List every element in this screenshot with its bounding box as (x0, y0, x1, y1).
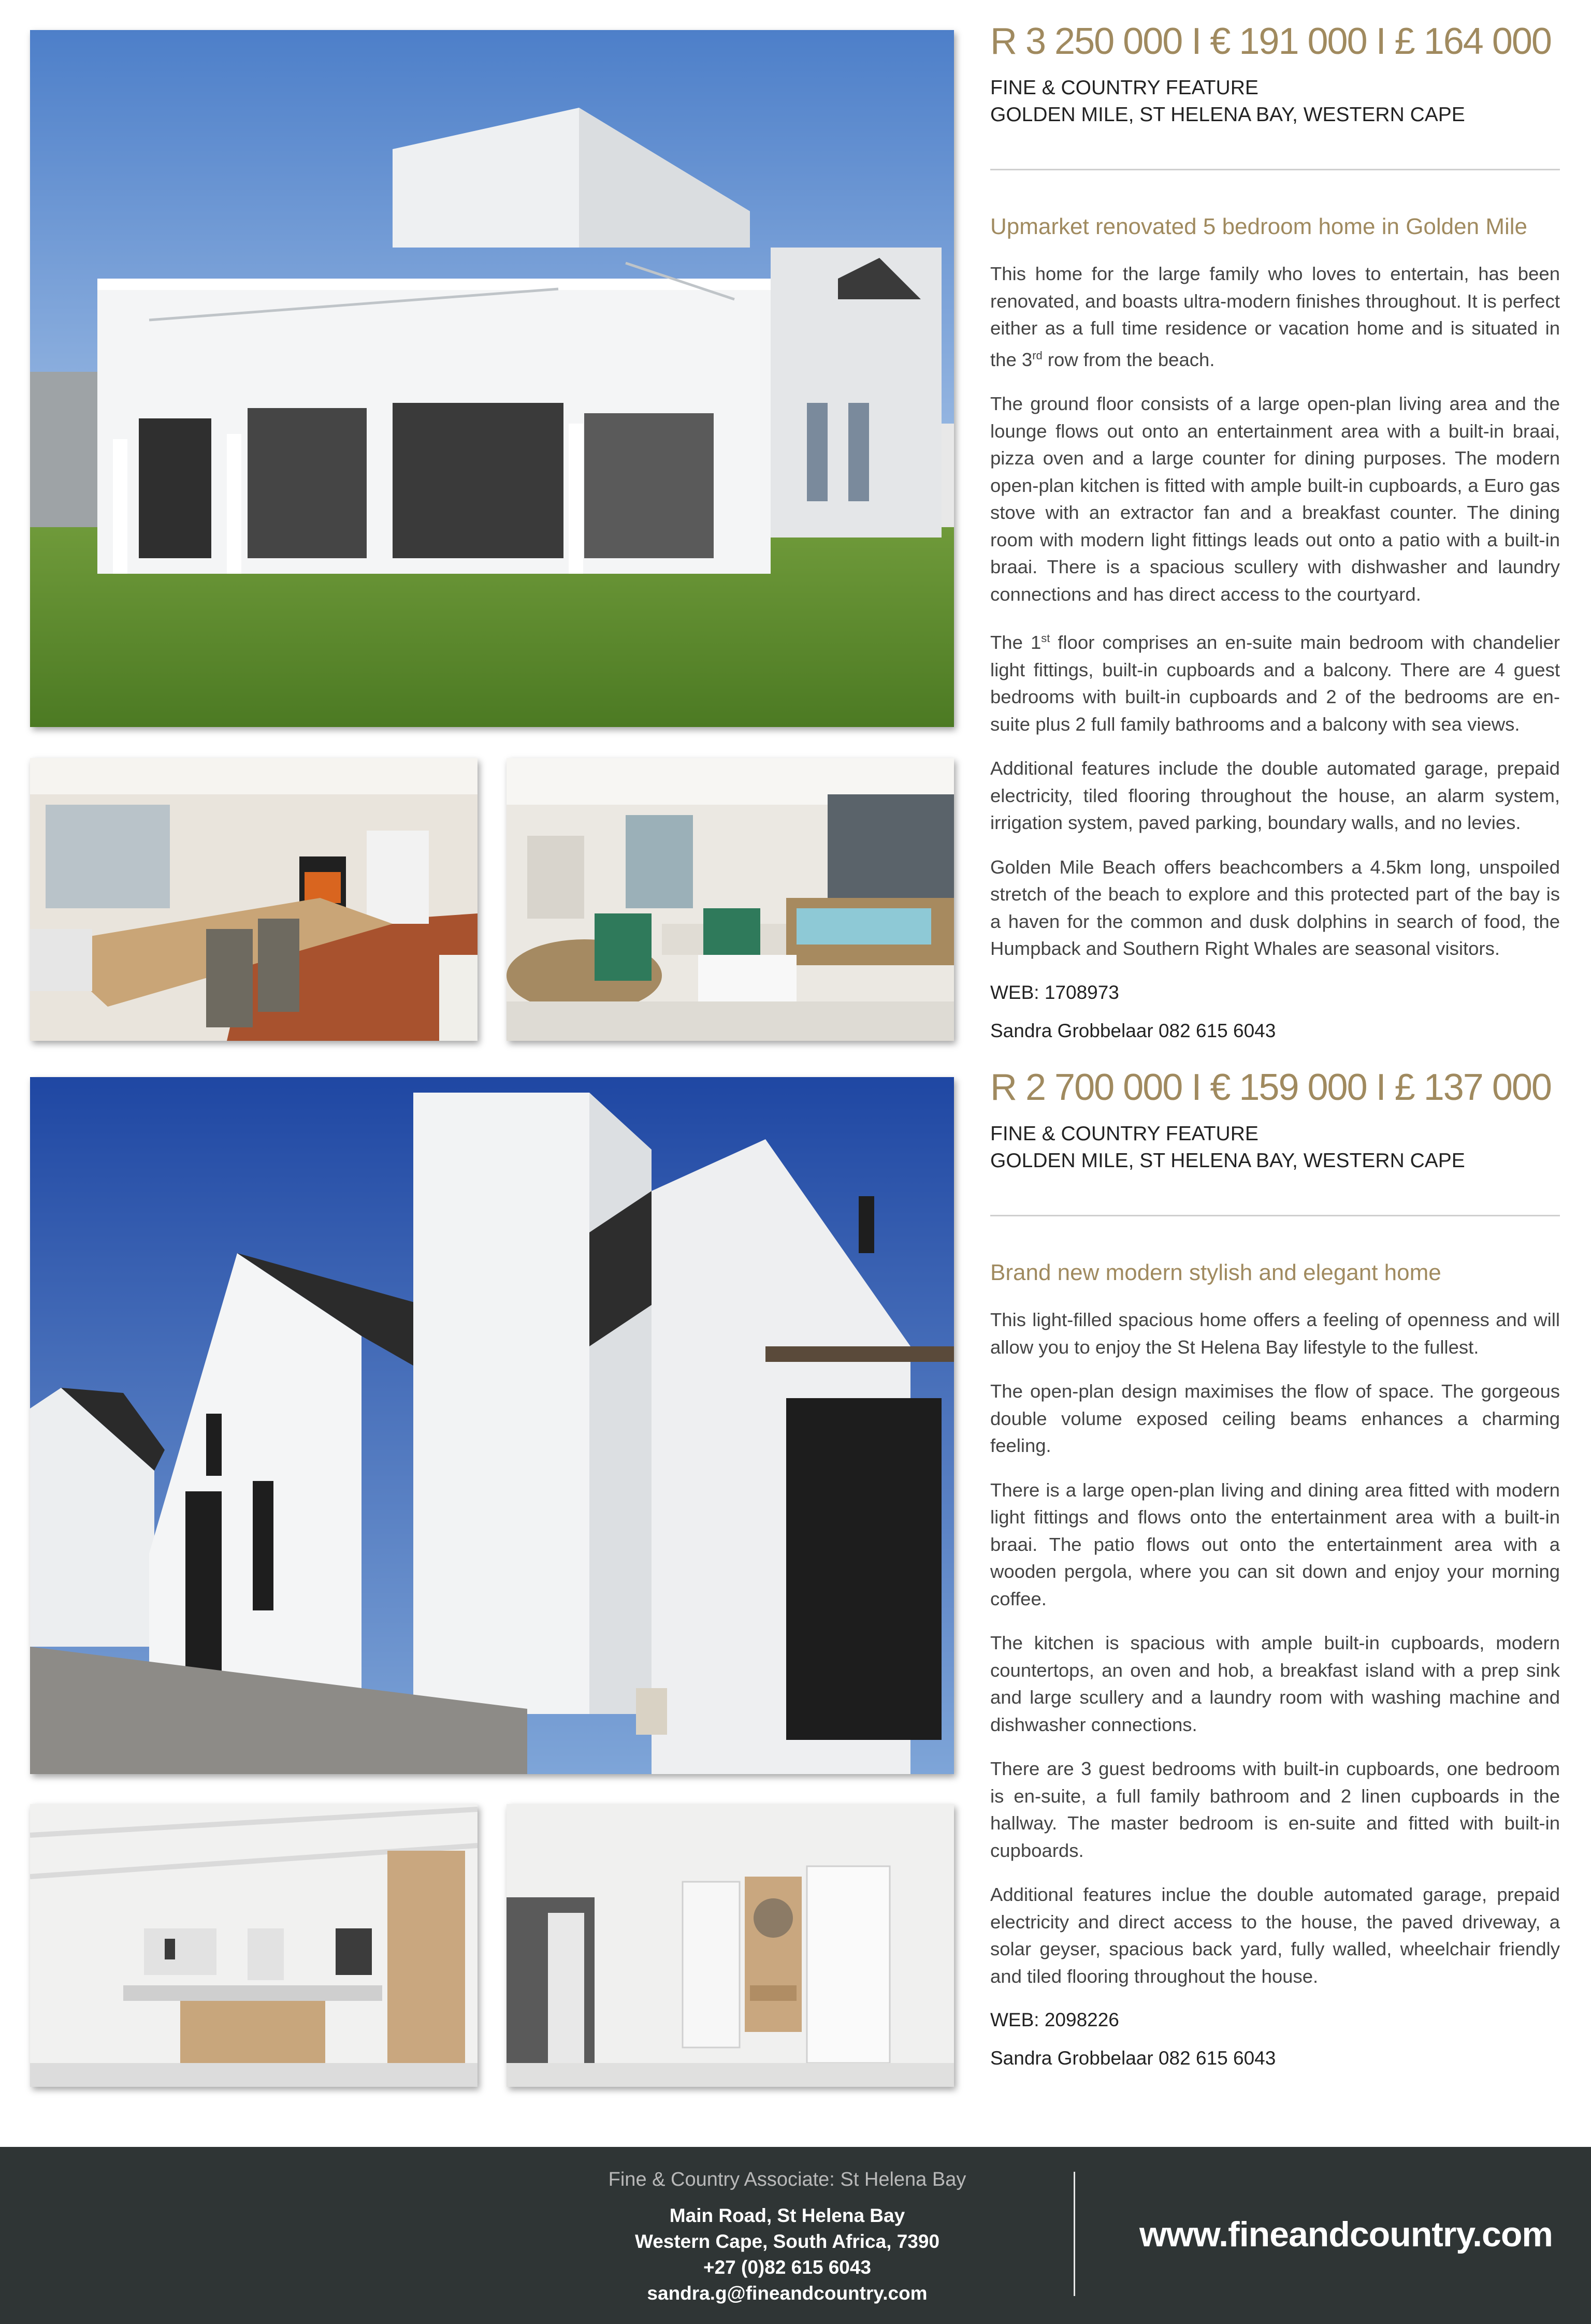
footer-website-link[interactable]: www.fineandcountry.com (1139, 2215, 1553, 2254)
listing1-paragraph-3: The 1st floor comprises an en-suite main bedroom with chandelier light fittings, built-in cupboards and a balcony. There are 4 guest bedrooms with built-in cupboards and 2 of the bedrooms are en-suite plus 2 full family bathrooms and a balcony with sea views. (990, 632, 1560, 735)
listing1-details (990, 21, 1560, 1044)
listing1-web-ref: WEB: 1708973 (990, 981, 1119, 1003)
listing1-dining-photo (30, 758, 478, 1041)
listing1-price: R 3 250 000 I € 191 000 I £ 164 000 (990, 21, 1551, 62)
listing2-agent-contact: Sandra Grobbelaar 082 615 6043 (990, 2047, 1276, 2069)
listing2-paragraph-4: The kitchen is spacious with ample built-in cupboards, modern countertops, an oven and hob, a breakfast island with a prep sink and large scullery and a laundry room with washing machine and dishwasher connections. (990, 1632, 1560, 1735)
listing2-paragraph-2: The open-plan design maximises the flow of space. The gorgeous double volume exposed ceiling beams enhances a charming feeling. (990, 1381, 1560, 1456)
footer-email[interactable]: sandra.g@fineandcountry.com (647, 2283, 928, 2304)
listing1-agent-contact: Sandra Grobbelaar 082 615 6043 (990, 1020, 1276, 1041)
listing2-web-ref: WEB: 2098226 (990, 2009, 1119, 2030)
listing2-feature-label: FINE & COUNTRY FEATURE (990, 1123, 1259, 1145)
listing1-paragraph-2: The ground floor consists of a large open-plan living area and the lounge flows out onto an entertainment area with a built-in braai, pizza oven and a large counter for dining purposes. The modern open-plan kitchen is fitted with ample built-in cupboards, a Euro gas stove with an extractor fan and a breakfast counter. The dining room with modern light fittings leads out onto a patio with a built-in braai. There is a spacious scullery with dishwasher and laundry connections and has direct access to the courtyard. (990, 393, 1560, 605)
listing1-paragraph-1: This home for the large family who loves to entertain, has been renovated, and boasts ultra-modern finishes throughout. It is perfect either as a full time residence or vacation home and is situated in the 3rd row from the beach. (990, 263, 1560, 370)
listing1-heading: Upmarket renovated 5 bedroom home in Golden Mile (990, 214, 1527, 239)
listing2-heading: Brand new modern stylish and elegant home (990, 1260, 1441, 1285)
listing2-paragraph-6: Additional features inclue the double automated garage, prepaid electricity and direct access to the house, the paved driveway, a solar geyser, spacious back yard, fully walled, wheelchair friendly and tiled flooring throughout the house. (990, 1884, 1560, 1987)
footer-address-block (549, 2203, 1025, 2306)
listing1-paragraph-4: Additional features include the double automated garage, prepaid electricity, tiled flooring throughout the house, an alarm system, irrigation system, paved parking, boundary walls, and no levies. (990, 758, 1560, 834)
footer-address-line1: Main Road, St Helena Bay (669, 2205, 905, 2226)
listing2-paragraph-5: There are 3 guest bedrooms with built-in cupboards, one bedroom is en-suite, a full family bathroom and 2 linen cupboards in the hallway. The master bedroom is en-suite and fitted with built-in cupboards. (990, 1758, 1560, 1861)
listing2-details (990, 1067, 1560, 2071)
listing1-divider (990, 169, 1560, 170)
footer-address-line2: Western Cape, South Africa, 7390 (634, 2231, 940, 2252)
footer (0, 2147, 1591, 2324)
listing2-bedroom-photo (507, 1804, 954, 2087)
listing2-location: GOLDEN MILE, ST HELENA BAY, WESTERN CAPE (990, 1150, 1465, 1172)
listing2-divider (990, 1215, 1560, 1216)
listing1-main-photo (30, 30, 954, 727)
listing1-lounge-photo (507, 758, 954, 1041)
footer-associate: Fine & Country Associate: St Helena Bay (608, 2169, 966, 2190)
footer-phone[interactable]: +27 (0)82 615 6043 (703, 2257, 872, 2278)
listing2-price: R 2 700 000 I € 159 000 I £ 137 000 (990, 1067, 1551, 1108)
listing2-paragraph-3: There is a large open-plan living and dining area fitted with modern light fittings and flows onto the entertainment area with a built-in braai. The patio flows out onto the entertainment area with a wooden pergola, where you can sit down and enjoy your morning coffee. (990, 1479, 1560, 1609)
listing1-paragraph-5: Golden Mile Beach offers beachcombers a 4.5km long, unspoiled stretch of the beach to explore and this protected part of the bay is a haven for the common and dusk dolphins in search of food, the Humpback and Southern Right Whales are seasonal visitors. (990, 856, 1560, 960)
footer-divider (1074, 2172, 1075, 2296)
listing2-main-photo (30, 1077, 954, 1774)
listing1-location: GOLDEN MILE, ST HELENA BAY, WESTERN CAPE (990, 104, 1465, 126)
listing1-feature-label: FINE & COUNTRY FEATURE (990, 77, 1259, 99)
listing2-kitchen-photo (30, 1804, 478, 2087)
listing2-paragraph-1: This light-filled spacious home offers a feeling of openness and will allow you to enjoy the St Helena Bay lifestyle to the fullest. (990, 1309, 1560, 1358)
